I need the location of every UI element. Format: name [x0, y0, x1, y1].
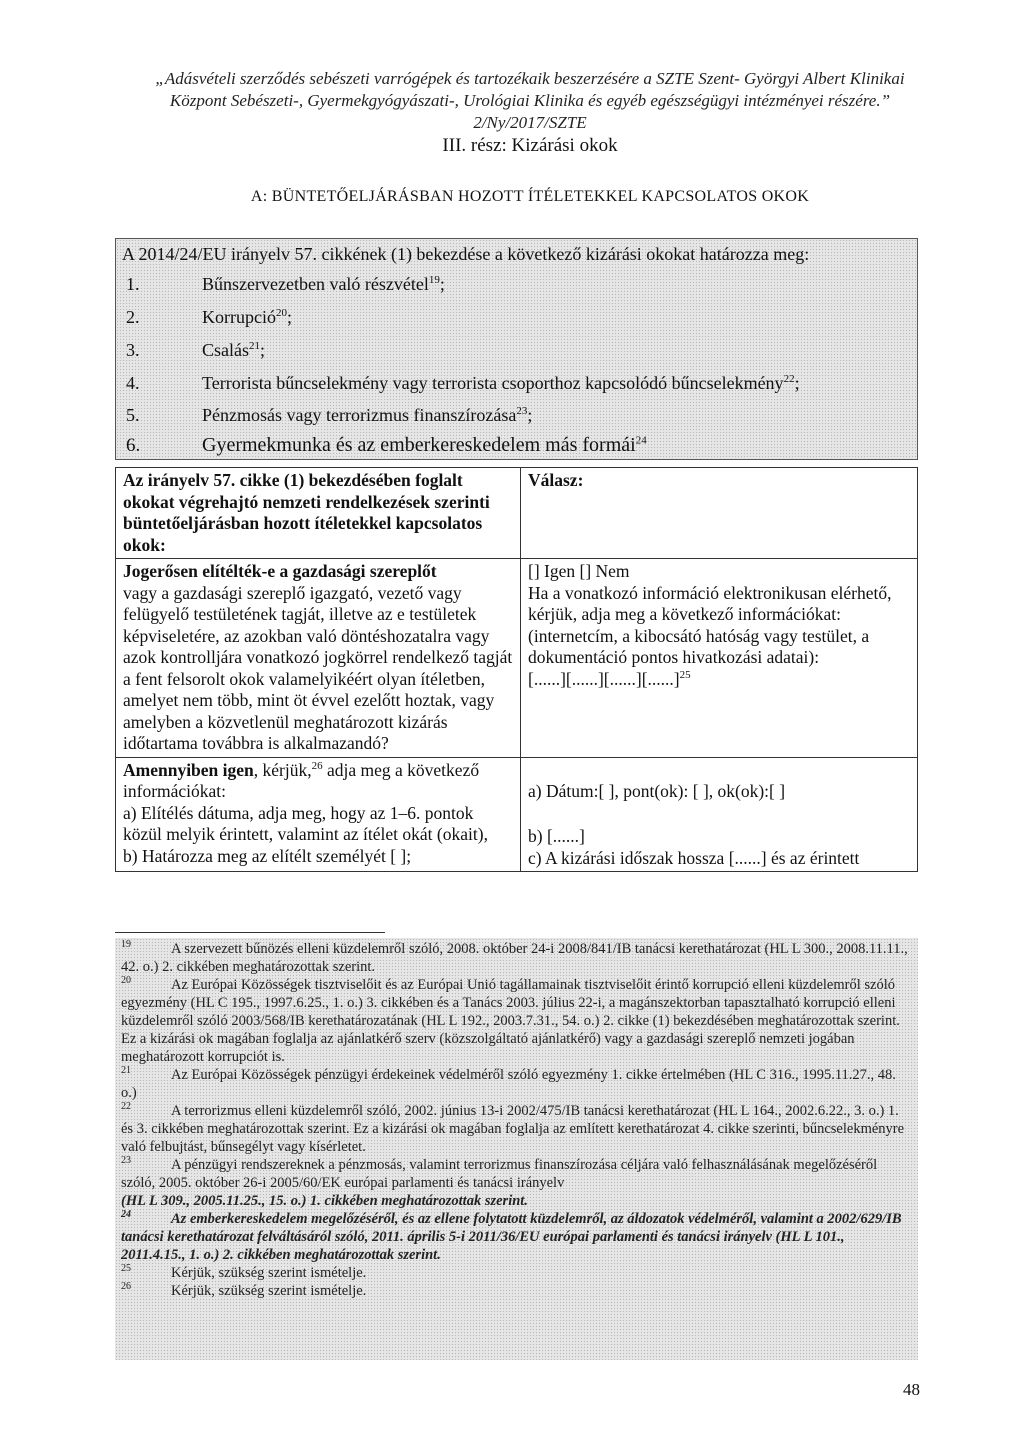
- grounds-intro: A 2014/24/EU irányelv 57. cikkének (1) bekezdése a következő kizárási okokat határozza meg:: [122, 244, 810, 264]
- header-line-1: „Adásvételi szerződés sebészeti varrógépek és tartozékaik beszerzésére a SZTE Szent- Györgyi Albert Klinikai: [155, 69, 905, 88]
- table-header-answer: Válasz:: [521, 468, 918, 559]
- ground-text: Gyermekmunka és az emberkereskedelem más formái$^{24}$: [202, 434, 647, 456]
- ground-number: 5.: [126, 405, 140, 425]
- question-if-yes: Amennyiben igen, kérjük,$^{26}$ adja meg a következő információkat:: [123, 759, 480, 801]
- table-header-row: [116, 468, 918, 559]
- footnotes-section: [115, 938, 918, 1360]
- footnote: $^{26}$ Kérjük, szükség szerint ismételje.: [121, 1281, 367, 1299]
- answer-details: [521, 757, 918, 872]
- question-item-b: b) Határozza meg az elítélt személyét [ ];: [123, 845, 412, 866]
- table-header-grounds: Az irányelv 57. cikke (1) bekezdésében foglalt okokat végrehajtó nemzeti rendelkezések szerinti büntetőeljárásban hozott ítéletekkel kapcsolatos okok:: [116, 468, 521, 559]
- footnote: $^{19}$ A szervezett bűnözés elleni küzdelemről szóló, 2008. október 24-i 2008/841/IB tanácsi kerethatározat (HL L 300., 2008.11.11., 42. o.) 2. cikkében meghatározottak szerint.: [121, 939, 908, 975]
- ground-number: 3.: [126, 340, 140, 360]
- ground-text: Pénzmosás vagy terrorizmus finanszírozása$^{23}$;: [202, 405, 533, 425]
- footnote-continuation: (HL L 309., 2005.11.25., 15. o.) 1. cikkében meghatározottak szerint.: [121, 1193, 528, 1209]
- footnote: $^{22}$ A terrorizmus elleni küzdelemről szóló, 2002. június 13-i 2002/475/IB tanácsi kerethatározat (HL L 164., 2002.6.22., 3. o.) 1. és 3. cikkében meghatározottak szerint. Ez a kizárási ok magában foglalja az említett kerethatározat 4. cikke szerinti, bűncselekményre való felbujtást, bűnsegélyt vagy kísérletet.: [121, 1101, 905, 1155]
- section-title: A: BÜNTETŐELJÁRÁSBAN HOZOTT ÍTÉLETEKKEL KAPCSOLATOS OKOK: [250, 188, 810, 205]
- criminal-convictions-table: [115, 467, 918, 872]
- footnote: $^{21}$ Az Európai Közösségek pénzügyi érdekeinek védelméről szóló egyezmény 1. cikke értelmében (HL C 316., 1995.11.27., 48. o.): [121, 1065, 896, 1101]
- ground-number: 6.: [126, 435, 141, 456]
- header-line-2: Központ Sebészeti-, Gyermekgyógyászati-, Urológiai Klinika és egyéb egészségügyi intézményei részére.”: [169, 91, 891, 110]
- yes-no-checkboxes[interactable]: [] Igen [] Nem: [528, 561, 630, 581]
- ground-number: 4.: [126, 373, 140, 393]
- question-body: vagy a gazdasági szereplő igazgató, vezető vagy felügyelő testületének tagját, illetve az e testületek képviseletére, az azokban való döntéshozatalra vagy azok kontrolljára vonatkozó jogkörrel rendelkező tagját a fent felsorolt okok valamelyikéért olyan ítéletben, amelyet nem több, mint öt évvel ezelőtt hoztak, vagy amelyben a közvetlenül meghatározott kizárás időtartama továbbra is alkalmazandó?: [123, 582, 513, 753]
- header-reference: 2/Ny/2017/SZTE: [473, 113, 587, 132]
- ground-text: Csalás$^{21}$;: [202, 340, 266, 360]
- footnote: $^{25}$ Kérjük, szükség szerint ismételje.: [121, 1263, 367, 1281]
- ground-text: Terrorista bűncselekmény vagy terrorista csoporthoz kapcsolódó bűncselekmény$^{22}$;: [202, 373, 800, 393]
- footnote: $^{20}$ Az Európai Közösségek tisztviselőit és az Európai Unió tagállamainak tisztviselőit érintő korrupció elleni küzdelemről szóló egyezmény (HL C 195., 1997.6.25., 1. o.) 3. cikkében és a Tanács 2003. július 22-i, a magánszektorban tapasztalható korrupció elleni küzdelemről szóló 2003/568/IB kerethatározatának (HL L 192., 2003.7.31., 54. o.) 2. cikke (1) bekezdésében meghatározottak szerint. Ez a kizárási ok magában foglalja az ajánlatkérő szerv (közszolgáltató ajánlatkérő) vagy a gazdasági szereplő nemzeti jogában meghatározott korrupciót is.: [121, 975, 900, 1065]
- footnote-separator: [115, 932, 385, 933]
- answer-convicted: [521, 559, 918, 758]
- answer-item-b[interactable]: b) [......]: [528, 826, 585, 846]
- answer-item-a[interactable]: a) Dátum:[ ], pont(ok): [ ], ok(ok):[ ]: [528, 780, 786, 801]
- ground-text: Korrupció$^{20}$;: [202, 307, 292, 327]
- footnote: $^{23}$ A pénzügyi rendszereknek a pénzmosás, valamint terrorizmus finanszírozása céljára való felhasználásának megelőzéséről szóló, 2005. október 26-i 2005/60/EK európai parlamenti és tanácsi irányelv: [121, 1155, 878, 1191]
- answer-item-c[interactable]: c) A kizárási időszak hossza [......] és az érintett: [528, 847, 860, 868]
- ground-number: 1.: [126, 274, 140, 294]
- exclusion-grounds-box: [115, 238, 918, 460]
- question-convicted: [116, 559, 521, 758]
- ground-text: Bűnszervezetben való részvétel$^{19}$;: [202, 274, 445, 294]
- reference-fields[interactable]: [......][......][......][......]$^{25}$: [528, 668, 691, 689]
- answer-electronic-info: Ha a vonatkozó információ elektronikusan elérhető, kérjük, adja meg a következő információkat: (internetcím, a kibocsátó hatóság vagy testület, a dokumentáció pontos hivatkozási adatai):: [528, 582, 892, 667]
- page-number: 48: [903, 1380, 920, 1399]
- question-title: Jogerősen elítélték-e a gazdasági szereplőt: [123, 561, 437, 581]
- question-details: [116, 757, 521, 872]
- ground-number: 2.: [126, 307, 140, 327]
- table-row: [116, 559, 918, 758]
- part-title: III. rész: Kizárási okok: [442, 135, 618, 156]
- question-item-a: a) Elítélés dátuma, adja meg, hogy az 1–6. pontok közül melyik érintett, valamint az ítélet okát (okait),: [123, 802, 488, 844]
- footnote: $^{24}$ Az emberkereskedelem megelőzéséről, és az ellene folytatott küzdelemről, az áldozatok védelméről, valamint a 2002/629/IB tanácsi kerethatározat felváltásáról szóló, 2011. április 5-i 2011/36/EU európai parlamenti és tanácsi irányelv (HL L 101., 2011.4.15., 1. o.) 2. cikkében meghatározottak szerint.: [121, 1209, 902, 1263]
- table-row: [116, 757, 918, 872]
